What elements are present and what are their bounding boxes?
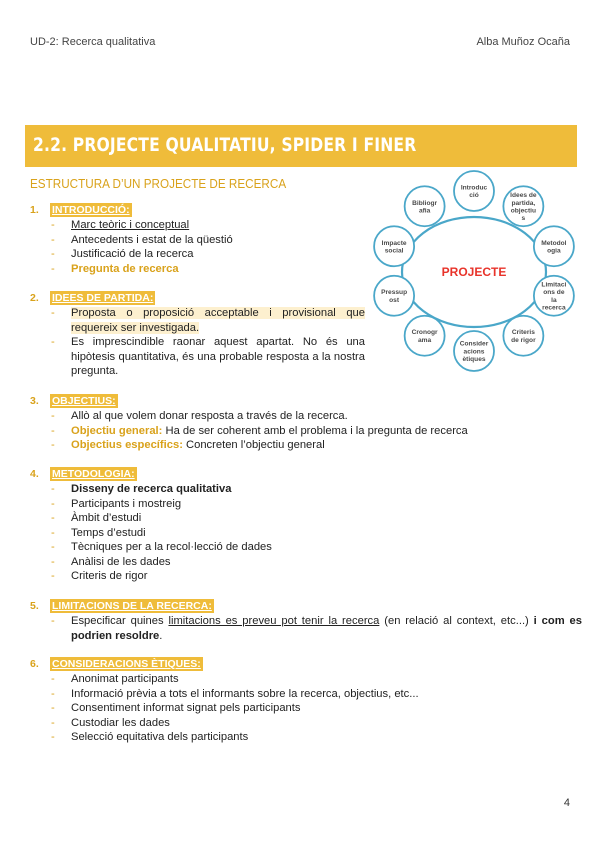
diagram-node: [503, 316, 543, 356]
section-introduccio: [30, 203, 365, 276]
diagram-node-label: Bibliogr: [412, 199, 438, 207]
list-item: - Temps d’estudi: [51, 526, 146, 539]
diagram-node: [374, 276, 414, 316]
diagram-node: [374, 226, 414, 266]
section-heading: METODOLOGIA:: [52, 467, 135, 480]
list-item: - Tècniques per a la recol·lecció de dades: [51, 541, 272, 553]
diagram-node-label: de rigor: [511, 336, 536, 344]
diagram-node-label: ció: [469, 192, 479, 200]
section-number: 6.: [30, 657, 39, 670]
diagram-node-label: recerca: [542, 304, 566, 312]
list-item: - Criteris de rigor: [51, 570, 148, 582]
list-item: - Marc teòric i conceptual: [51, 219, 190, 231]
section-number: 4.: [30, 467, 39, 480]
list-item: - Antecedents i estat de la qüestió: [51, 233, 233, 246]
list-item: - Informació prèvia a tots el informants sobre la recerca, objectius, etc...: [51, 687, 419, 700]
section-heading: OBJECTIUS:: [52, 394, 116, 407]
diagram-node-label: social: [384, 247, 404, 255]
list-item: - Selecció equitativa dels participants: [51, 731, 249, 743]
section-number: 1.: [30, 203, 39, 216]
banner-title: 2.2. PROJECTE QUALITATIU, SPIDER I FINER: [33, 134, 417, 156]
diagram-node-label: Limitaci: [541, 281, 567, 289]
diagram-node: [534, 226, 574, 266]
section-objectius: [30, 394, 582, 453]
projecte-diagram-svg: [368, 168, 580, 374]
diagram-node: [534, 276, 574, 316]
diagram-node: [405, 316, 445, 356]
list-item: - Justificació de la recerca: [51, 248, 194, 260]
diagram-node: [454, 331, 494, 371]
diagram-node-label: Consider: [459, 340, 489, 348]
section-limitacions: [30, 599, 582, 643]
section-heading: LIMITACIONS DE LA RECERCA:: [52, 599, 212, 612]
section-idees-de-partida: [30, 291, 365, 379]
diagram-node: [405, 186, 445, 226]
diagram-node-label: Criteris: [511, 329, 535, 337]
diagram-node-label: Introduc: [460, 184, 488, 192]
page-number: 4: [563, 797, 570, 809]
diagram-node-label: Idees de: [510, 192, 537, 200]
list-item: - Disseny de recerca qualitativa: [51, 483, 232, 495]
diagram-node-label: acions: [463, 348, 485, 356]
diagram-node-label: ètiques: [462, 355, 486, 363]
section-number: 3.: [30, 394, 39, 407]
list-item: - Participants i mostreig: [51, 497, 182, 510]
diagram-node-label: la: [551, 296, 557, 304]
list-item: - Especificar quines limitacions es preveu pot tenir la recerca (en relació al context, etc...) i com es podrien resoldre.: [51, 615, 582, 642]
diagram-node-label: Cronogr: [411, 329, 438, 337]
list-item: - Anàlisi de les dades: [51, 555, 171, 568]
list-item: - Anonimat participants: [51, 673, 179, 685]
center-label: PROJECTE: [441, 265, 507, 279]
diagram-node-label: objectiu: [510, 207, 537, 215]
diagram-node-label: afia: [418, 207, 431, 215]
header-author: Alba Muñoz Ocaña: [476, 36, 570, 48]
list-item: - Proposta o proposició acceptable i provisional que requereix ser investigada.: [51, 307, 365, 334]
section-heading: CONSIDERACIONS ÈTIQUES:: [52, 657, 201, 670]
list-item: - Objectiu general: Ha de ser coherent amb el problema i la pregunta de recerca: [51, 424, 468, 437]
diagram-node-label: Impacte: [381, 239, 407, 247]
list-item: - Objectius específics: Concreten l’objectiu general: [51, 439, 325, 451]
projecte-diagram: [368, 168, 580, 374]
list-item: - Allò al que volem donar resposta a través de la recerca.: [51, 410, 348, 422]
list-item: - Pregunta de recerca: [51, 262, 179, 275]
diagram-node-label: ama: [418, 336, 432, 344]
section-metodologia: [30, 467, 365, 584]
diagram-node: [503, 186, 543, 226]
section-consideracions-etiques: [30, 657, 582, 745]
section-heading: IDEES DE PARTIDA:: [52, 291, 154, 304]
header-course: UD-2: Recerca qualitativa: [30, 36, 156, 48]
section-heading: INTRODUCCIÓ:: [52, 203, 130, 216]
diagram-node-label: ost: [389, 296, 400, 304]
section-number: 5.: [30, 599, 39, 612]
section-banner: [25, 125, 577, 167]
diagram-node-label: ons de: [543, 289, 565, 297]
diagram-node-label: Pressup: [381, 289, 408, 297]
diagram-node: [454, 171, 494, 211]
list-item: - Custodiar les dades: [51, 716, 170, 729]
section-number: 2.: [30, 291, 39, 304]
diagram-node-label: Metodol: [541, 239, 567, 247]
diagram-node-label: partida,: [511, 199, 536, 207]
list-item: - Àmbit d’estudi: [51, 512, 142, 524]
diagram-node-label: s: [521, 214, 526, 222]
list-item: - Es imprescindible raonar aquest apartat. No és una hipòtesis quantitativa, és una probable resposta a la nostra pregunta.: [51, 336, 365, 377]
list-item: - Consentiment informat signat pels participants: [51, 702, 301, 714]
diagram-node-label: ogia: [547, 247, 561, 255]
page-subtitle: ESTRUCTURA D’UN PROJECTE DE RECERCA: [30, 176, 287, 191]
